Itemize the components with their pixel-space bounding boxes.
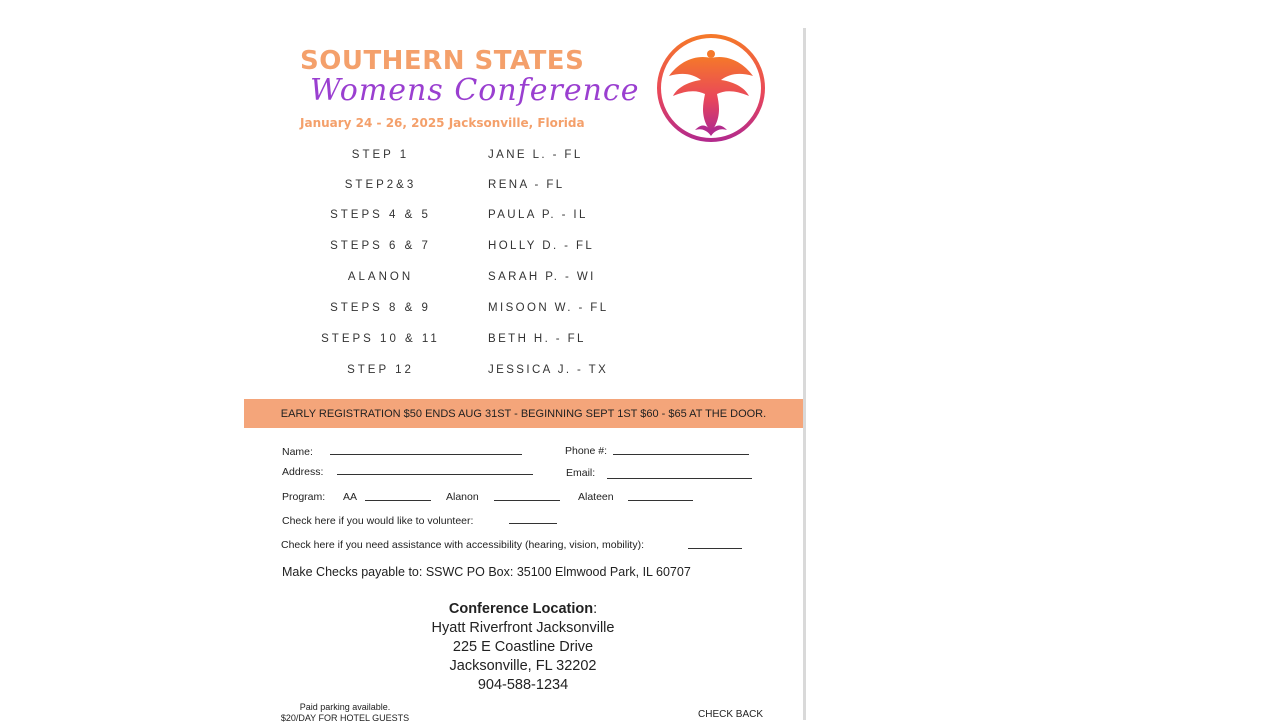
alanon-label: Alanon [446, 491, 479, 503]
step-label: STEPS 8 & 9 [330, 302, 431, 314]
name-label: Name: [282, 446, 313, 458]
volunteer-field[interactable] [509, 523, 557, 524]
venue-name: Hyatt Riverfront Jacksonville [431, 620, 615, 636]
venue-phone: 904-588-1234 [477, 677, 569, 693]
conference-dates: January 24 - 26, 2025 Jacksonville, Florida [300, 116, 585, 130]
venue-street: 225 E Coastline Drive [452, 639, 594, 655]
step-label: STEP2&3 [344, 179, 417, 191]
email-label: Email: [566, 467, 596, 479]
page-edge [803, 28, 806, 720]
alateen-field[interactable] [628, 500, 693, 501]
check-back-note: CHECK BACK [698, 709, 764, 720]
conference-title: SOUTHERN STATES [300, 46, 585, 76]
email-field[interactable] [607, 478, 752, 479]
speaker-row [244, 302, 803, 322]
conference-script-title: Womens Conference [310, 73, 640, 108]
address-label: Address: [282, 466, 324, 478]
alanon-field[interactable] [494, 500, 560, 501]
parking-line-2: $20/DAY FOR HOTEL GUESTS [280, 713, 410, 723]
speaker-name: BETH H. - FL [488, 333, 586, 345]
step-label: STEPS 6 & 7 [330, 240, 431, 252]
conference-location [374, 600, 672, 695]
venue-city: Jacksonville, FL 32202 [449, 658, 597, 674]
accessibility-field[interactable] [688, 548, 742, 549]
speaker-name: RENA - FL [488, 179, 565, 191]
aa-label: AA [343, 491, 358, 503]
speaker-row [244, 209, 803, 229]
speaker-row [244, 364, 803, 384]
speaker-row [244, 333, 803, 353]
phoenix-logo-icon [655, 32, 767, 144]
phone-label: Phone #: [565, 445, 608, 457]
speaker-name: SARAH P. - WI [488, 271, 596, 283]
speaker-name: PAULA P. - IL [488, 209, 588, 221]
name-field[interactable] [330, 454, 522, 455]
speaker-row [244, 271, 803, 291]
step-label: STEPS 4 & 5 [330, 209, 431, 221]
speaker-row [244, 179, 803, 199]
alateen-label: Alateen [578, 491, 614, 503]
aa-field[interactable] [365, 500, 431, 501]
address-field[interactable] [337, 474, 533, 475]
step-label: ALANON [347, 271, 414, 283]
speaker-row [244, 240, 803, 260]
location-heading-colon: : [593, 601, 598, 617]
payment-instructions: Make Checks payable to: SSWC PO Box: 35100 Elmwood Park, IL 60707 [282, 565, 691, 579]
speaker-name: HOLLY D. - FL [488, 240, 595, 252]
step-label: STEP 12 [347, 364, 414, 376]
speaker-name: MISOON W. - FL [488, 302, 609, 314]
step-label: STEPS 10 & 11 [321, 333, 440, 345]
phone-field[interactable] [613, 454, 749, 455]
parking-note [280, 702, 410, 724]
speaker-row [244, 149, 803, 169]
location-heading: Conference Location [448, 601, 594, 617]
speaker-name: JANE L. - FL [488, 149, 583, 161]
volunteer-label: Check here if you would like to volunteer: [282, 515, 474, 527]
registration-flyer [244, 28, 803, 723]
step-label: STEP 1 [351, 149, 410, 161]
accessibility-label: Check here if you need assistance with accessibility (hearing, vision, mobility): [281, 539, 644, 551]
speaker-name: JESSICA J. - TX [488, 364, 609, 376]
registration-price-banner: EARLY REGISTRATION $50 ENDS AUG 31ST - BEGINNING SEPT 1ST $60 - $65 AT THE DOOR. [244, 399, 803, 428]
program-label: Program: [282, 491, 326, 503]
parking-line-1: Paid parking available. [299, 702, 391, 712]
